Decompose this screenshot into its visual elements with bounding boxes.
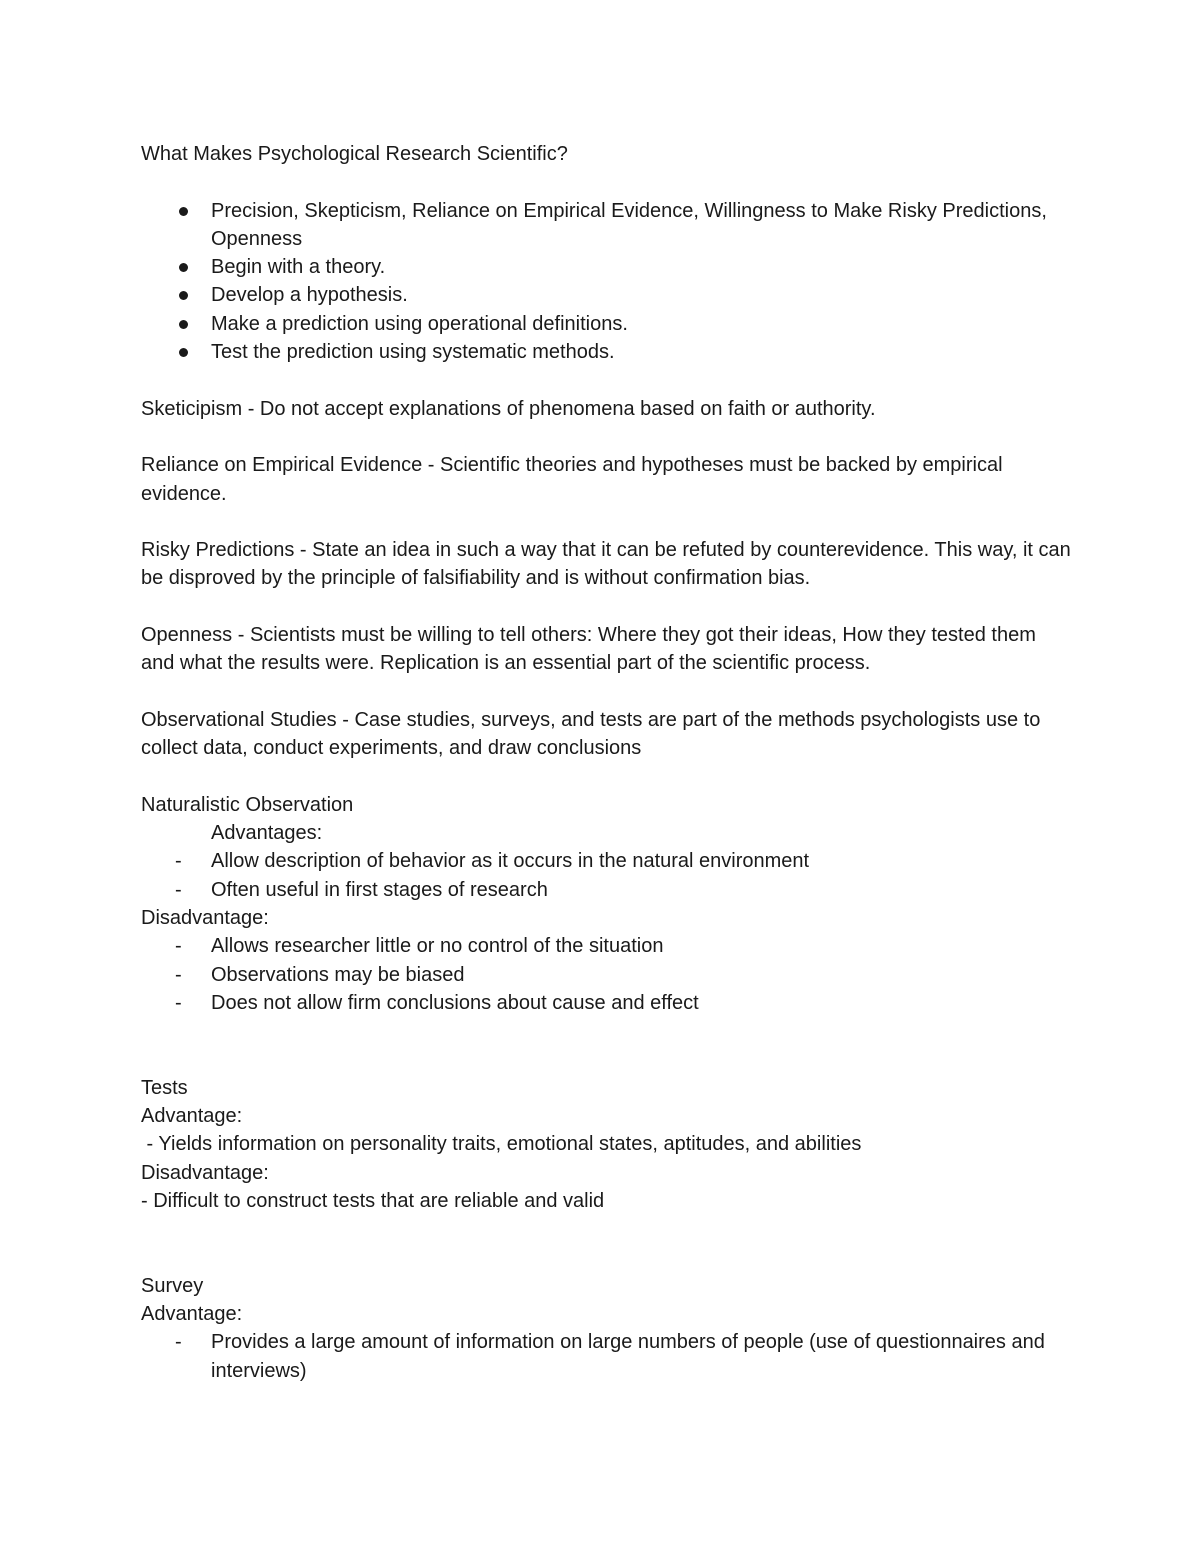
list-item: Precision, Skepticism, Reliance on Empirical Evidence, Willingness to Make Risky Predictions, Openness (141, 197, 1071, 254)
list-item: - Provides a large amount of information on large numbers of people (use of questionnaires and interviews) (141, 1328, 1071, 1385)
spacer (141, 1017, 1071, 1074)
definition-openness: Openness - Scientists must be willing to tell others: Where they got their ideas, How they tested them and what the results were. Replication is an essential part of the scientific process. (141, 624, 1036, 675)
survey-advantages-list (141, 1328, 1071, 1385)
list-item: Make a prediction using operational definitions. (141, 310, 1071, 338)
tests-advantage-text: - Yields information on personality traits, emotional states, aptitudes, and abilities (141, 1133, 862, 1156)
document-heading: What Makes Psychological Research Scientific? (141, 143, 568, 165)
section-title-naturalistic: Naturalistic Observation (141, 793, 354, 816)
dash-icon: - (175, 991, 182, 1014)
bullet-icon (179, 291, 188, 300)
bullet-icon (179, 263, 188, 272)
list-item: Develop a hypothesis. (141, 281, 1071, 309)
dash-icon: - (175, 850, 182, 873)
dash-icon: - (175, 878, 182, 901)
list-item: - Allow description of behavior as it occurs in the natural environment (141, 847, 1071, 875)
section-title-survey: Survey (141, 1274, 204, 1297)
advantage-label: Advantage: (141, 1105, 243, 1128)
list-item: - Observations may be biased (141, 961, 1071, 989)
definition-skepticism: Sketicipism - Do not accept explanations of phenomena based on faith or authority. (141, 397, 876, 420)
tests-disadvantage-text: - Difficult to construct tests that are reliable and valid (141, 1189, 605, 1212)
spacer (141, 366, 1071, 394)
definition-risky-predictions: Risky Predictions - State an idea in such a way that it can be refuted by counterevidence. This way, it can be disproved by the principle of falsifiability and is without confirmation bias. (141, 539, 1071, 590)
bullet-icon (179, 320, 188, 329)
advantages-label: Advantages: (211, 822, 323, 845)
definition-observational-studies: Observational Studies - Case studies, surveys, and tests are part of the methods psychologists use to collect data, conduct experiments, and draw conclusions (141, 708, 1041, 760)
naturalistic-disadvantages-list (141, 932, 1071, 1017)
spacer (141, 168, 1071, 196)
definition-empirical-evidence: Reliance on Empirical Evidence - Scientific theories and hypotheses must be backed by empirical evidence. (141, 454, 1003, 505)
spacer (141, 1215, 1071, 1272)
spacer (141, 678, 1071, 706)
scientific-criteria-list (141, 197, 1071, 367)
dash-icon: - (175, 963, 182, 986)
disadvantage-label: Disadvantage: (141, 1161, 269, 1184)
dash-icon: - (175, 935, 182, 958)
list-item: Test the prediction using systematic methods. (141, 338, 1071, 366)
list-item: - Allows researcher little or no control of the situation (141, 932, 1071, 960)
bullet-icon (179, 348, 188, 357)
spacer (141, 423, 1071, 451)
spacer (141, 593, 1071, 621)
list-item: Begin with a theory. (141, 253, 1071, 281)
spacer (141, 508, 1071, 536)
advantage-label: Advantage: (141, 1303, 243, 1326)
document-page (141, 140, 1071, 1385)
disadvantage-label: Disadvantage: (141, 907, 269, 930)
section-title-tests: Tests (141, 1076, 188, 1099)
bullet-icon (179, 207, 188, 216)
dash-icon: - (175, 1331, 182, 1354)
spacer (141, 763, 1071, 791)
naturalistic-advantages-list (141, 847, 1071, 904)
list-item: - Often useful in first stages of research (141, 876, 1071, 904)
list-item: - Does not allow firm conclusions about cause and effect (141, 989, 1071, 1017)
